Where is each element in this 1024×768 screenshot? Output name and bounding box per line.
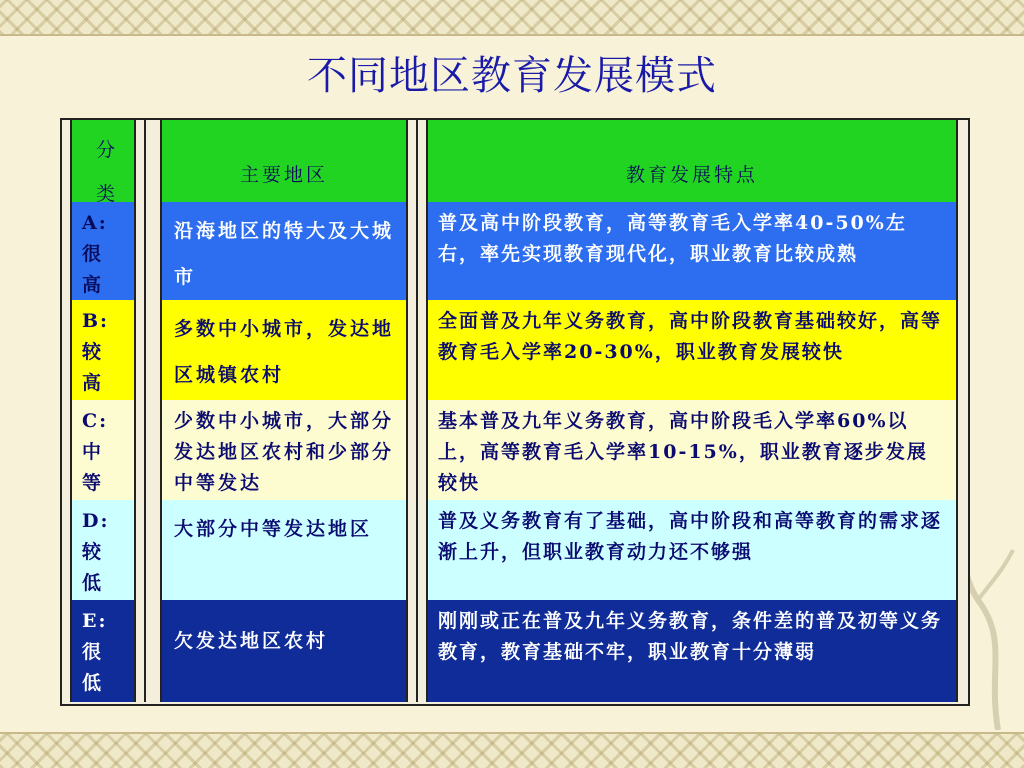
row-e-features: 刚刚或正在普及九年义务教育，条件差的普及初等义务教育，教育基础不牢，职业教育十分薄弱 (428, 600, 958, 702)
header-category: 分类 (72, 120, 136, 202)
row-a-features: 普及高中阶段教育，高等教育毛入学率40-50%左右，率先实现教育现代化，职业教育比较成熟 (428, 202, 958, 300)
row-e-category: E:很低 (72, 600, 136, 702)
row-b-category: B:较高 (72, 300, 136, 400)
bottom-border-line (0, 732, 1024, 734)
table-row-a (62, 202, 968, 302)
table-row-e (62, 600, 968, 702)
table-row-c (62, 400, 968, 502)
table-header-row (62, 120, 968, 204)
table-row-d (62, 500, 968, 602)
row-b-region: 多数中小城市，发达地区城镇农村 (162, 300, 408, 400)
page-title: 不同地区教育发展模式 (307, 53, 717, 99)
header-features: 教育发展特点 (428, 120, 958, 202)
decorative-top-border (0, 0, 1024, 34)
row-a-region: 沿海地区的特大及大城市 (162, 202, 408, 300)
row-c-region: 少数中小城市，大部分发达地区农村和少部分中等发达 (162, 400, 408, 500)
row-b-features: 全面普及九年义务教育，高中阶段教育基础较好，高等教育毛入学率20-30%，职业教育发展较快 (428, 300, 958, 400)
row-d-features: 普及义务教育有了基础，高中阶段和高等教育的需求逐渐上升，但职业教育动力还不够强 (428, 500, 958, 600)
row-a-category: A:很高 (72, 202, 136, 300)
decorative-bottom-border (0, 734, 1024, 768)
top-border-line (0, 34, 1024, 36)
row-d-region: 大部分中等发达地区 (162, 500, 408, 600)
row-e-region: 欠发达地区农村 (162, 600, 408, 702)
row-d-category: D:较低 (72, 500, 136, 600)
row-c-category: C:中等 (72, 400, 136, 500)
table-row-b (62, 300, 968, 402)
row-c-features: 基本普及九年义务教育，高中阶段毛入学率60%以上，高等教育毛入学率10-15%，职业教育逐步发展较快 (428, 400, 958, 500)
education-table (60, 118, 970, 706)
header-region: 主要地区 (162, 120, 408, 202)
